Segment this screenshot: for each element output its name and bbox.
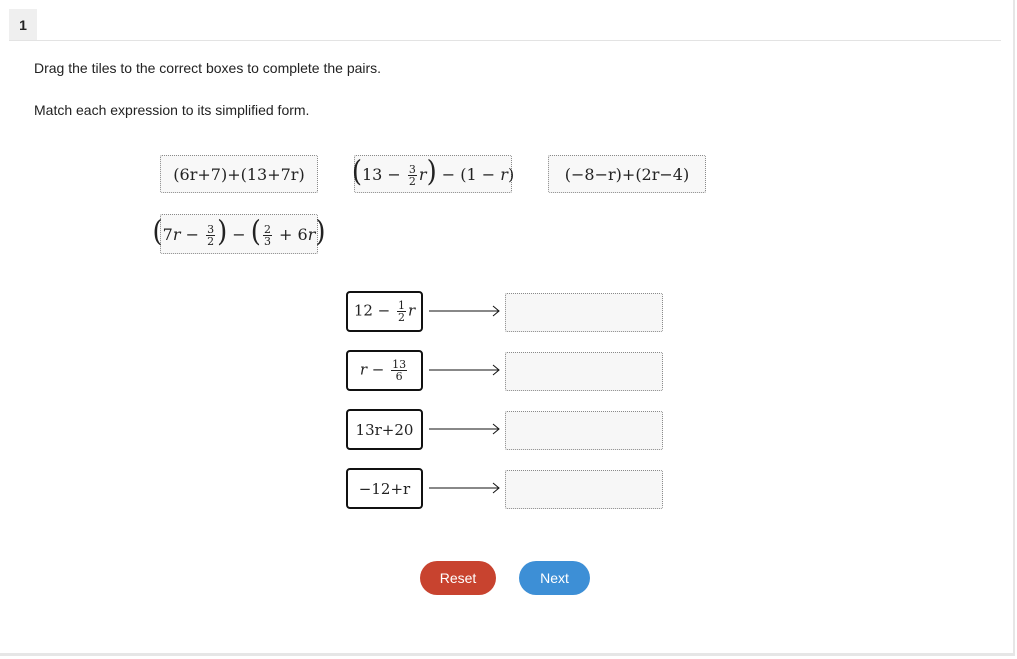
drag-tile-2[interactable]	[351, 155, 515, 193]
target-label-2: r − $\frac{13}{6}$	[346, 350, 423, 391]
instruction-text: Drag the tiles to the correct boxes to complete the pairs.	[34, 60, 382, 76]
arrow-icon	[429, 305, 501, 317]
drop-box-1[interactable]	[505, 293, 663, 332]
question-number: 1	[9, 9, 37, 40]
tile-2-expression: (13 − $\frac{3}{2}$ r) − (1 − r)	[351, 155, 515, 188]
drop-box-2[interactable]	[505, 352, 663, 391]
drag-tile-1[interactable]: (6r+7)+(13+7r)	[160, 155, 318, 193]
arrow-icon	[429, 423, 501, 435]
arrow-icon	[429, 364, 501, 376]
target-label-3: 13r+20	[346, 409, 423, 450]
next-button[interactable]: Next	[519, 561, 590, 595]
instruction-subtext: Match each expression to its simplified form.	[34, 102, 310, 118]
drag-tile-3[interactable]: (−8−r)+(2r−4)	[548, 155, 706, 193]
target-label-1: 12 − $\frac{1}{2}$ r	[346, 291, 423, 332]
target-label-4: −12+r	[346, 468, 423, 509]
tile-4-expression: (7r − $\frac{3}{2}$ ) − ( $\frac{2}{3}$ + 6r)	[152, 215, 326, 248]
reset-button[interactable]: Reset	[420, 561, 496, 595]
drag-tile-4[interactable]	[152, 214, 326, 254]
arrow-icon	[429, 482, 501, 494]
divider	[9, 40, 1001, 41]
drop-box-4[interactable]	[505, 470, 663, 509]
drop-box-3[interactable]	[505, 411, 663, 450]
